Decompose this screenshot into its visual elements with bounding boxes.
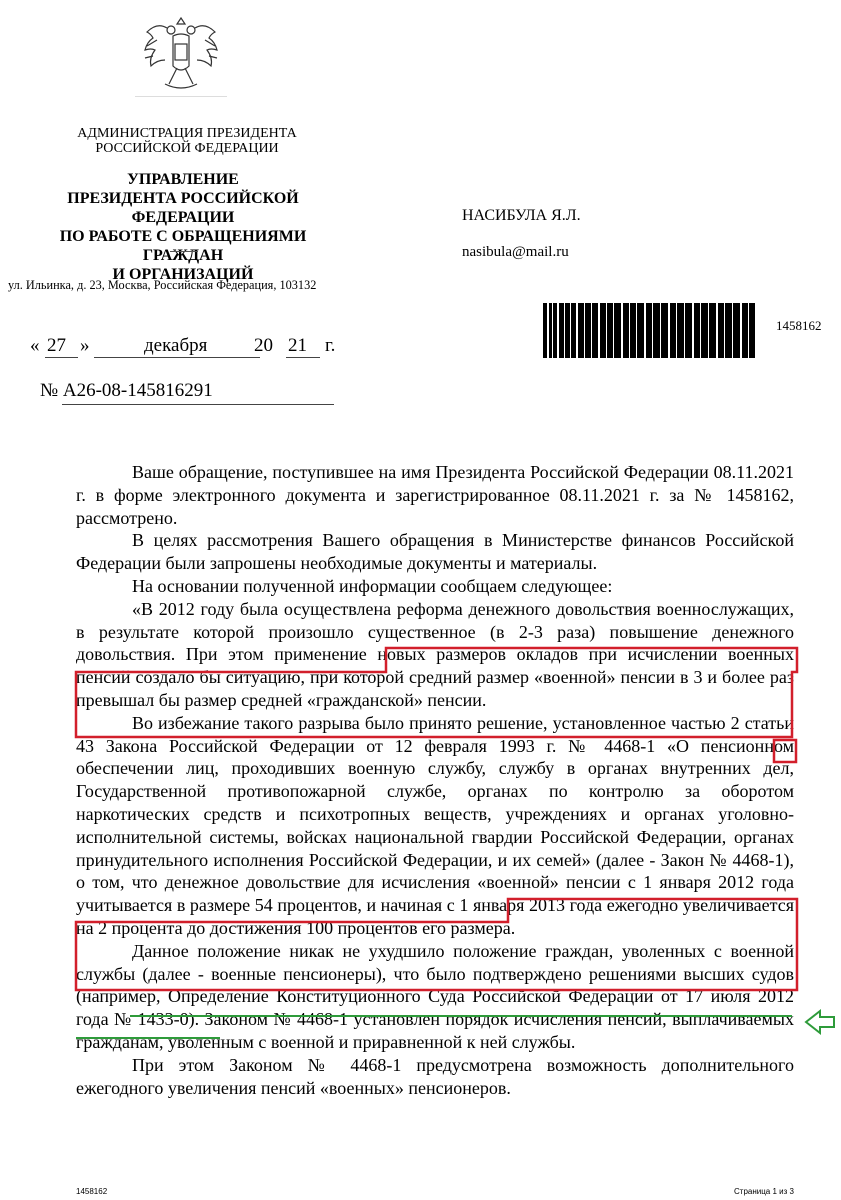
paragraph-4: «В 2012 году была осуществлена реформа денежного довольствия военнослужащих, в результате которой произошло существенное (в 2-3 раза) повышение денежного довольствия. При этом применение новых размеров окладов при исчислении военных пенсий создало бы ситуацию, при которой средний размер «военной» пенсии в 3 и более раз превышал бы размер средней «гражданской» пенсии. [76,598,794,710]
paragraph-3: На основании полученной информации сообщаем следующее: [132,575,613,596]
dept-line-1: УПРАВЛЕНИЕ [127,171,239,188]
date-month: декабря [144,335,208,356]
dept-line-2: ПРЕЗИДЕНТА РОССИЙСКОЙ ФЕДЕРАЦИИ [67,190,299,226]
green-arrow-icon [806,1011,834,1033]
footer-id: 1458162 [76,1187,108,1196]
paragraph-7: При этом Законом № 4468-1 предусмотрена возможность дополнительного ежегодного увеличения пенсий «военных» пенсионеров. [76,1054,794,1098]
date-suffix: г. [325,335,336,356]
reference-number: № А26-08-145816291 [40,380,213,401]
dept-line-3: ПО РАБОТЕ С ОБРАЩЕНИЯМИ ГРАЖДАН [59,228,307,264]
paragraph-5: Во избежание такого разрыва было принято решение, установленное частью 2 статьи 43 Закона Российской Федерации от 12 февраля 1993 г. № 4468-1 «О пенсионном обеспечении лиц, проходивших военную службу, службу в органах внутренних дел, Государственной противопожарной службе, органах по контролю за оборотом наркотических средств и психотропных веществ, учреждениях и органах уголовно-исполнительной системы, войсках национальной гвардии Российской Федерации, органах принудительного исполнения Российской Федерации, и их семей» (далее - Закон № 4468-1), о том, что денежное довольствие для исчисления «военной» пенсии с 1 января 2012 года учитывается в размере 54 процентов, и начиная с 1 января 2013 года ежегодно увеличивается на 2 процента до достижения 100 процентов его размера. [76,712,794,938]
paragraph-1: Ваше обращение, поступившее на имя Президента Российской Федерации 08.11.2021 г. в форме электронного документа и зарегистрированное 08.11.2021 г. за № 1458162, рассмотрено. [76,462,794,528]
paragraph-2: В целях рассмотрения Вашего обращения в Министерстве финансов Российской Федерации были запрошены необходимые документы и материалы. [76,530,794,574]
date-year: 21 [288,335,307,356]
highlight-box-pension-situation [76,648,797,737]
date-day: 27 [47,335,66,356]
recipient-email: nasibula@mail.ru [462,244,569,260]
highlight-box-avoidance-start [774,740,796,762]
recipient-name: НАСИБУЛА Я.Л. [462,207,581,224]
dept-line-4: И ОРГАНИЗАЦИЙ [112,266,254,283]
date-century: 20 [254,335,273,356]
barcode-number: 1458162 [776,318,822,333]
admin-line-1: АДМИНИСТРАЦИЯ ПРЕЗИДЕНТА [77,126,297,141]
date-open-quote: « [30,335,40,356]
date-close-quote: » [80,335,90,356]
admin-line-2: РОССИЙСКОЙ ФЕДЕРАЦИИ [95,141,279,156]
paragraph-6: Данное положение никак не ухудшило положение граждан, уволенных с военной службы (далее - военные пенсионеры), что было подтверждено решениями высших судов (например, Определение Конституционного Суда Российской Федерации от 17 июля 2012 года № 1433-0). Законом № 4468-1 установлен порядок исчисления пенсий, выплачиваемых гражданам, уволенным с военной и приравненной к ней службы. [76,940,794,1052]
footer-page-number: Страница 1 из 3 [734,1187,794,1196]
highlight-box-54-percent [76,899,797,990]
sender-address: ул. Ильинка, д. 23, Москва, Российская Федерация, 103132 [8,278,317,292]
